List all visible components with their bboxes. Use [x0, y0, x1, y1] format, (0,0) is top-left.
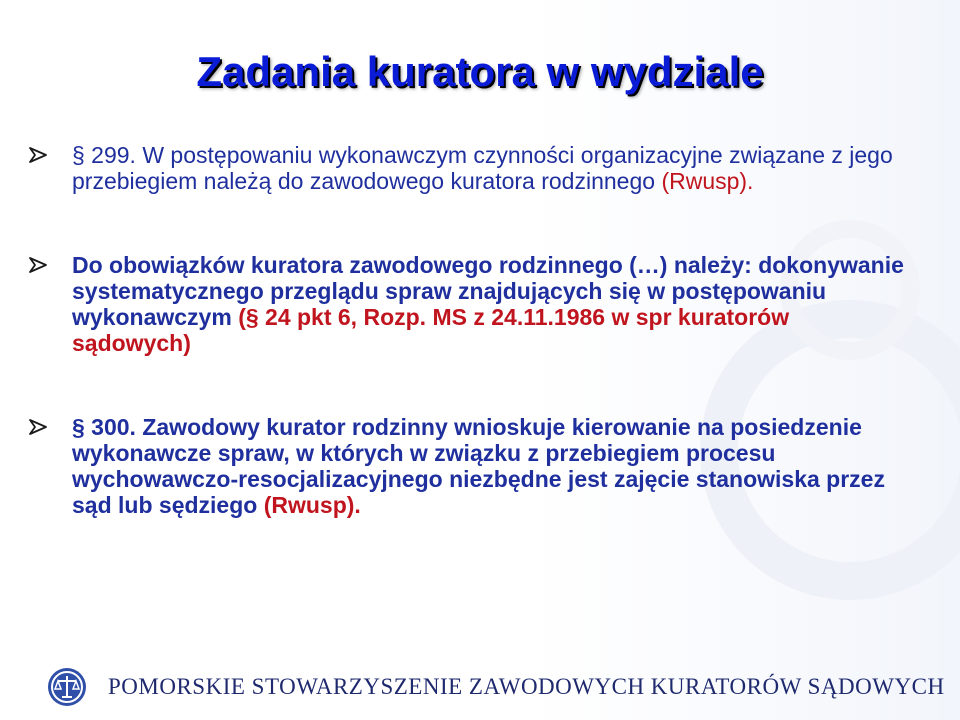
bullet-citation: (§ 24 pkt 6, Rozp. MS z 24.11.1986 w spr kuratorów sądowych) — [72, 304, 790, 356]
slide-title: Zadania kuratora w wydziale — [196, 48, 764, 95]
bullet-item — [28, 414, 908, 518]
bullet-item — [28, 142, 908, 194]
footer — [0, 664, 960, 720]
bullet-item — [28, 252, 908, 356]
organization-name: POMORSKIE STOWARZYSZENIE ZAWODOWYCH KURATORÓW SĄDOWYCH — [108, 674, 945, 699]
organization-logo-icon — [46, 666, 88, 708]
bullet-citation: (Rwusp). — [263, 492, 361, 518]
bullet-list — [28, 142, 908, 518]
bullet-text: § 299. W postępowaniu wykonawczym czynności organizacyjne związane z jego przebiegiem należą do zawodowego kuratora rodzinnego — [72, 142, 893, 194]
bullet-text: § 300. Zawodowy kurator rodzinny wnioskuje kierowanie na posiedzenie wykonawcze spraw, w których w związku z przebiegiem procesu wychowawczo-resocjalizacyjnego niezbędne jest zajęcie stanowiska przez sąd lub sędziego — [72, 414, 885, 518]
arrow-bullet-icon — [28, 256, 48, 274]
bullet-text: Do obowiązków kuratora zawodowego rodzinnego (…) należy: dokonywanie systematycznego przeglądu spraw znajdujących się w postępowaniu wykonawczym — [72, 252, 904, 330]
bullet-citation: (Rwusp). — [661, 168, 754, 194]
arrow-bullet-icon — [28, 146, 48, 164]
arrow-bullet-icon — [28, 418, 48, 436]
